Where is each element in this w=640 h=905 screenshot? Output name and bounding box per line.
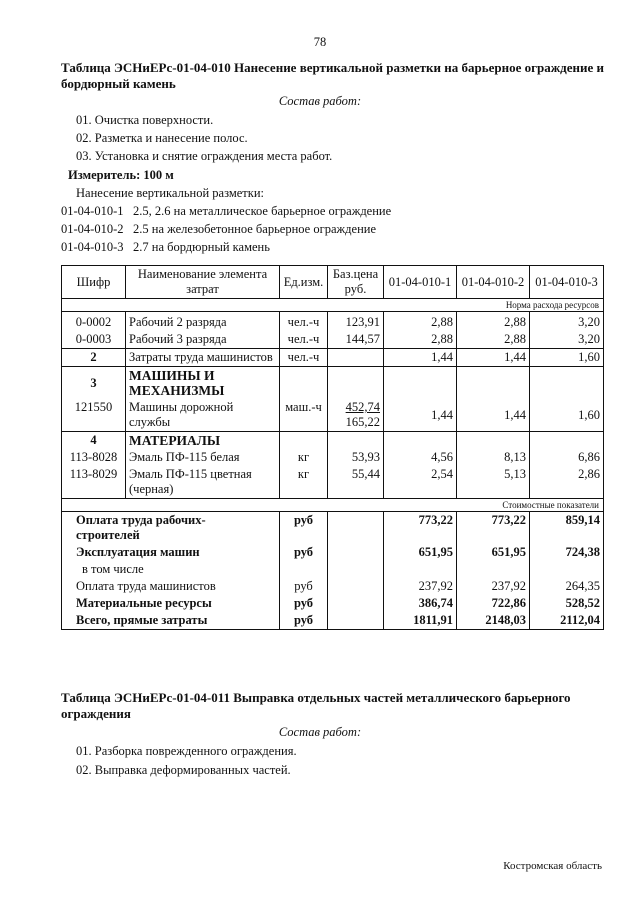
cost-name: Эксплуатация машин [62,544,280,561]
cost-v1: 773,22 [384,512,457,545]
cost-unit: руб [280,612,328,630]
cost-label-row [62,499,604,512]
cost-name: в том числе [62,561,280,578]
row-v3: 2,86 [530,466,604,499]
table-row [62,399,604,432]
table1-meter: Измеритель: 100 м [68,168,174,182]
norm-label-row [62,299,604,312]
table1-work-item: 02. Разметка и нанесение полос. [76,131,248,145]
cost-v2: 773,22 [457,512,530,545]
row-name: Рабочий 3 разряда [126,331,280,349]
table-row [62,449,604,466]
section-row [62,367,604,400]
table2-work-item: 01. Разборка поврежденного ограждения. [76,744,297,758]
table1-work-item: 01. Очистка поверхности. [76,113,214,127]
cost-name: Всего, прямые затраты [62,612,280,630]
row-unit: чел.-ч [280,349,328,367]
row-unit: чел.-ч [280,331,328,349]
cost-v2: 2148,03 [457,612,530,630]
variant-code: 01-04-010-3 [61,240,124,254]
row-v2: 8,13 [457,449,530,466]
cost-v1: 1811,91 [384,612,457,630]
row-name: Затраты труда машинистов [126,349,280,367]
row-price: 53,93 [328,449,384,466]
section-code: 3 [62,367,126,400]
section-code: 4 [62,432,126,450]
section-title: МАТЕРИАЛЫ [126,432,280,450]
price-upper: 452,74 [345,400,380,414]
resource-table [61,265,604,630]
row-v2: 1,44 [457,399,530,432]
col-header-code: Шифр [62,266,126,299]
table-header-row [62,266,604,299]
section-row [62,432,604,450]
row-code: 121550 [62,399,126,432]
row-v3: 1,60 [530,399,604,432]
table-row [62,349,604,367]
col-header-name: Наименование элемента затрат [126,266,280,299]
cost-row [62,612,604,630]
cost-name: Оплата труда рабочих-строителей [62,512,280,545]
norm-label: Норма расхода ресурсов [62,299,604,312]
row-v1: 2,88 [384,331,457,349]
cost-v1: 237,92 [384,578,457,595]
row-v2: 1,44 [457,349,530,367]
row-code: 2 [62,349,126,367]
table2-title: Таблица ЭСНиЕРс-01-04-011 Выправка отдельных частей металлического барьерного ограждения [61,690,571,721]
row-v1: 1,44 [384,349,457,367]
col-header-v2: 01-04-010-2 [457,266,530,299]
col-header-price: Баз.цена руб. [328,266,384,299]
row-price [328,399,384,432]
cost-v3: 859,14 [530,512,604,545]
variant-code: 01-04-010-1 [61,204,124,218]
cost-row [62,595,604,612]
cost-name: Оплата труда машинистов [62,578,280,595]
cost-unit: руб [280,595,328,612]
variant-code: 01-04-010-2 [61,222,124,236]
row-v1: 2,54 [384,466,457,499]
row-unit: чел.-ч [280,312,328,332]
row-code: 0-0003 [62,331,126,349]
cost-row [62,544,604,561]
cost-v3: 528,52 [530,595,604,612]
cost-v3: 264,35 [530,578,604,595]
cost-unit: руб [280,512,328,545]
row-v3: 3,20 [530,312,604,332]
cost-row [62,512,604,545]
row-name: Машины дорожной службы [126,399,280,432]
price-lower: 165,22 [345,415,380,429]
cost-v2: 722,86 [457,595,530,612]
row-unit: кг [280,449,328,466]
row-v2: 2,88 [457,312,530,332]
table-row [62,331,604,349]
table2-composition-heading: Состав работ: [278,725,362,739]
cost-v1: 386,74 [384,595,457,612]
row-code: 113-8028 [62,449,126,466]
table1-work-item: 03. Установка и снятие ограждения места работ. [76,149,333,163]
cost-unit: руб [280,544,328,561]
row-code: 113-8029 [62,466,126,499]
row-v3: 3,20 [530,331,604,349]
row-code: 0-0002 [62,312,126,332]
table2-work-item: 02. Выправка деформированных частей. [76,763,291,777]
cost-v3: 724,38 [530,544,604,561]
row-price: 123,91 [328,312,384,332]
row-price [328,349,384,367]
cost-row [62,578,604,595]
row-unit: кг [280,466,328,499]
row-v1: 2,88 [384,312,457,332]
row-v3: 6,86 [530,449,604,466]
table1-composition-heading: Состав работ: [278,94,362,108]
row-v2: 5,13 [457,466,530,499]
variant-text: 2.5 на железобетонное барьерное ограждение [133,222,376,236]
footer-region: Костромская область [503,860,602,872]
row-price: 144,57 [328,331,384,349]
row-name: Эмаль ПФ-115 белая [126,449,280,466]
row-price: 55,44 [328,466,384,499]
table-row [62,466,604,499]
row-name: Эмаль ПФ-115 цветная (черная) [126,466,280,499]
table1-title: Таблица ЭСНиЕРс-01-04-010 Нанесение вертикальной разметки на барьерное ограждение и бордюрный камень [61,60,604,91]
row-v1: 1,44 [384,399,457,432]
row-name: Рабочий 2 разряда [126,312,280,332]
variant-text: 2.5, 2.6 на металлическое барьерное ограждение [133,204,392,218]
cost-label: Стоимостные показатели [62,499,604,512]
cost-row [62,561,604,578]
variant-text: 2.7 на бордюрный камень [133,240,270,254]
table1-intro: Нанесение вертикальной разметки: [76,186,264,200]
col-header-unit: Ед.изм. [280,266,328,299]
cost-name: Материальные ресурсы [62,595,280,612]
table-row [62,312,604,332]
cost-unit: руб [280,578,328,595]
cost-v2: 651,95 [457,544,530,561]
row-v2: 2,88 [457,331,530,349]
section-title: МАШИНЫ И МЕХАНИЗМЫ [126,367,280,400]
cost-v3: 2112,04 [530,612,604,630]
cost-v2: 237,92 [457,578,530,595]
col-header-v3: 01-04-010-3 [530,266,604,299]
page-number: 78 [313,35,327,49]
row-v3: 1,60 [530,349,604,367]
row-unit: маш.-ч [280,399,328,432]
cost-v1: 651,95 [384,544,457,561]
col-header-v1: 01-04-010-1 [384,266,457,299]
row-v1: 4,56 [384,449,457,466]
